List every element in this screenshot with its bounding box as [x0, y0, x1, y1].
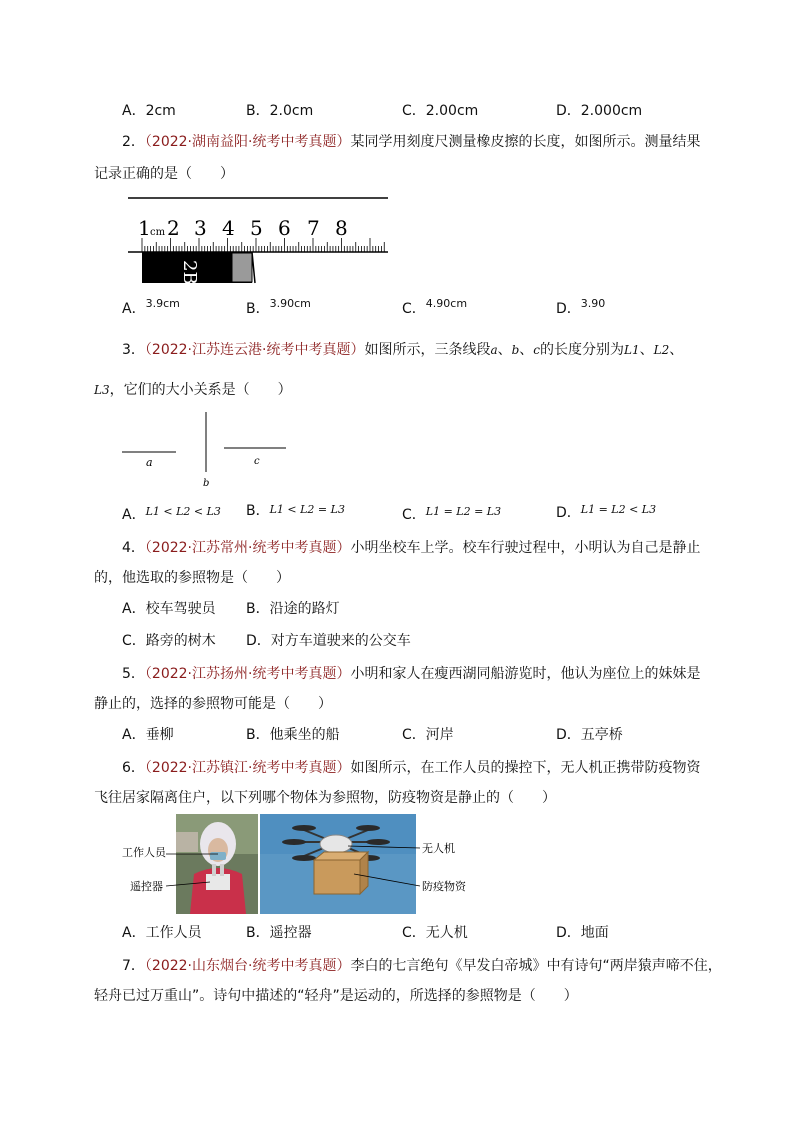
- q3-seg-b: b: [511, 343, 520, 357]
- q2-option-a[interactable]: A．$^{3.9cm}$: [122, 297, 180, 317]
- q6-option-b[interactable]: B．遥控器: [246, 925, 312, 941]
- q3-option-b[interactable]: B．L1 < L2 = L3: [246, 503, 345, 519]
- q5-text: 小明和家人在瘦西湖同船游览时，他认为座位上的妹妹是: [350, 666, 701, 682]
- q6-stem-line1: [122, 758, 700, 778]
- q7-number: 7．: [122, 958, 145, 974]
- remote-label: 遥控器: [130, 881, 163, 893]
- q6-source: （2022·江苏镇江·统考中考真题）: [144, 760, 351, 776]
- q7-source: （2022·山东烟台·统考中考真题）: [144, 958, 351, 974]
- ruler-figure: [124, 190, 394, 286]
- q3-option-c[interactable]: C．$^{L1 = L2 = L3}$: [402, 505, 502, 523]
- q5-option-b[interactable]: B．他乘坐的船: [246, 727, 340, 743]
- q3-option-a[interactable]: A．$^{L1 < L2 < L3}$: [122, 505, 221, 523]
- ruler-number-5: 5: [250, 216, 263, 240]
- q4-number: 4．: [122, 540, 145, 556]
- ruler-number-4: 4: [222, 216, 235, 240]
- q2-stem-line2: 记录正确的是（ ）: [94, 166, 234, 182]
- worker-mask: [210, 852, 226, 860]
- q5-option-c[interactable]: C．河岸: [402, 727, 454, 743]
- q3-option-d[interactable]: D．$^{L1 = L2 < L3}$: [556, 503, 657, 521]
- supplies-label: 防疫物资: [422, 881, 466, 893]
- ruler-number-6: 6: [278, 216, 291, 240]
- q6-option-a[interactable]: A．工作人员: [122, 925, 202, 941]
- segment-b-label: b: [203, 478, 210, 489]
- drone-photo: [260, 814, 416, 914]
- q5-option-a[interactable]: A．垂柳: [122, 727, 174, 743]
- q1-option-d[interactable]: D．2.000cm: [556, 103, 643, 119]
- q3-seg-a: a: [490, 343, 498, 357]
- q6-number: 6．: [122, 760, 145, 776]
- q2-option-d[interactable]: D．$^{3.90}$: [556, 297, 606, 317]
- q4-text: 小明坐校车上学。校车行驶过程中，小明认为自己是静止: [350, 540, 701, 556]
- eraser-label: 2B: [179, 260, 200, 285]
- q7-stem-line2: 轻舟已过万重山”。诗句中描述的“轻舟”是运动的，所选择的参照物是（ ）: [94, 988, 578, 1004]
- q3-l3: L3: [94, 383, 110, 397]
- q3-text-b: 的长度分别为: [540, 342, 625, 358]
- q2-stem-line1: [122, 132, 700, 152]
- q3-sep-3: 、: [639, 342, 654, 358]
- q5-source: （2022·江苏扬州·统考中考真题）: [144, 666, 351, 682]
- q3-source: （2022·江苏连云港·统考中考真题）: [144, 342, 365, 358]
- q4-option-b[interactable]: B．沿途的路灯: [246, 601, 340, 617]
- q3-stem-line2: [94, 380, 292, 400]
- q3-sep-1: 、: [497, 342, 512, 358]
- supplies-box: [314, 860, 360, 894]
- q4-source: （2022·江苏常州·统考中考真题）: [144, 540, 351, 556]
- q4-stem-line1: [122, 538, 700, 558]
- q5-stem-line1: [122, 664, 700, 684]
- q2-text: 某同学用刻度尺测量橡皮擦的长度，如图所示。测量结果: [350, 134, 701, 150]
- q3-l1: L1: [624, 343, 640, 357]
- q5-number: 5．: [122, 666, 145, 682]
- q1-option-c[interactable]: C．2.00cm: [402, 103, 479, 119]
- q2-option-b[interactable]: B．$^{3.90cm}$: [246, 297, 311, 317]
- segments-figure: [118, 408, 298, 490]
- q1-option-b[interactable]: B．2.0cm: [246, 103, 314, 119]
- ruler-number-1: 1: [138, 216, 151, 240]
- q3-sep-4: 、: [669, 342, 684, 358]
- q3-l2: L2: [653, 343, 670, 357]
- drone-figure: [118, 812, 478, 916]
- q4-option-c[interactable]: C．路旁的树木: [122, 633, 216, 649]
- q7-stem-line1: [122, 956, 722, 976]
- worker-photo: [176, 814, 258, 914]
- eraser-sleeve: [232, 253, 252, 282]
- ruler-number-7: 7: [307, 216, 320, 240]
- ruler-number-8: 8: [335, 216, 348, 240]
- q7-text: 李白的七言绝句《早发白帝城》中有诗句“两岸猿声啼不住，: [350, 958, 722, 974]
- q3-text-a: 如图所示，三条线段: [364, 342, 491, 358]
- q6-text: 如图所示，在工作人员的操控下，无人机正携带防疫物资: [350, 760, 701, 776]
- q3-seg-c: c: [533, 343, 541, 357]
- segment-c-label: c: [254, 456, 260, 467]
- q3-stem-line1: [122, 340, 683, 360]
- q2-option-c[interactable]: C．$^{4.90cm}$: [402, 297, 468, 317]
- ruler-number-2: 2: [167, 216, 180, 240]
- segment-a-label: a: [146, 456, 153, 469]
- q3-text-c: ，它们的大小关系是（ ）: [109, 382, 292, 398]
- q4-option-d[interactable]: D．对方车道驶来的公交车: [246, 633, 411, 649]
- ruler-number-3: 3: [194, 216, 207, 240]
- q1-option-a[interactable]: A．2cm: [122, 103, 176, 119]
- q5-stem-line2: 静止的，选择的参照物可能是（ ）: [94, 696, 332, 712]
- q6-option-c[interactable]: C．无人机: [402, 925, 468, 941]
- q3-sep-2: 、: [519, 342, 534, 358]
- q6-option-d[interactable]: D．地面: [556, 925, 609, 941]
- q3-number: 3．: [122, 342, 145, 358]
- q4-option-a[interactable]: A．校车驾驶员: [122, 601, 216, 617]
- worker-label: 工作人员: [122, 847, 166, 859]
- ruler-unit: cm: [150, 227, 166, 238]
- q2-source: （2022·湖南益阳·统考中考真题）: [144, 134, 351, 150]
- ruler-ticks: [142, 238, 384, 252]
- q6-stem-line2: 飞往居家隔离住户，以下列哪个物体为参照物，防疫物资是静止的（ ）: [94, 790, 556, 806]
- drone-label: 无人机: [422, 843, 455, 855]
- q4-stem-line2: 的，他选取的参照物是（ ）: [94, 570, 290, 586]
- q2-number: 2．: [122, 134, 145, 150]
- q5-option-d[interactable]: D．五亭桥: [556, 727, 623, 743]
- drone-body: [320, 835, 352, 853]
